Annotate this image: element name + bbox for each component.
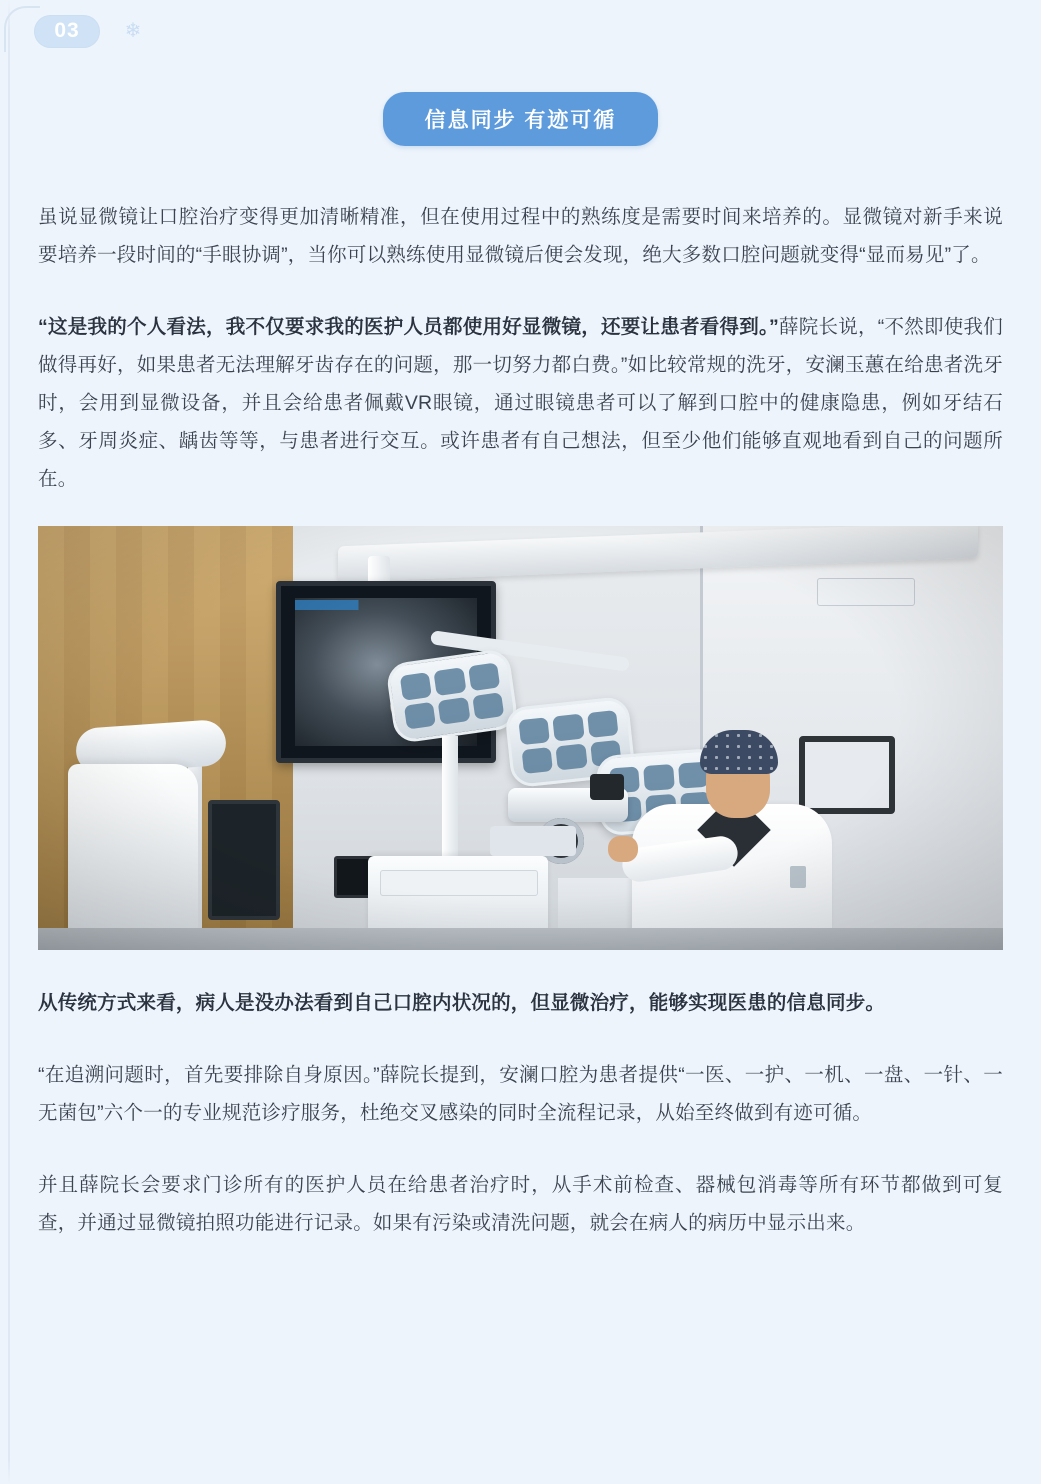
page-left-rule [8, 0, 10, 1484]
paragraph-5: 并且薛院长会要求门诊所有的医护人员在给患者治疗时，从手术前检查、器械包消毒等所有环节都做到可复查，并通过显微镜拍照功能进行记录。如果有污染或清洗问题，就会在病人的病历中显示出来。 [38, 1174, 1003, 1235]
photo-instrument-tray [380, 870, 538, 896]
photo-instrument-set [490, 826, 576, 856]
paragraph-2-lead: “这是我的个人看法，我不仅要求我的医护人员都使用好显微镜，还要让患者看得到。” [38, 316, 779, 339]
paragraph-1: 虽说显微镜让口腔治疗变得更加清晰精准，但在使用过程中的熟练度是需要时间来培养的。显微镜对新手来说要培养一段时间的“手眼协调”，当你可以熟练使用显微镜后便会发现，绝大多数口腔问题就变得“显而易见”了。 [38, 206, 1003, 267]
photo-lamp-cells-1 [400, 663, 505, 730]
photo-doctor [622, 716, 842, 950]
section-number-badge: 03 [34, 15, 100, 48]
flower-icon: ❄ [124, 20, 142, 42]
article-body [0, 198, 1041, 1242]
photo-doctor-badge [790, 866, 806, 888]
paragraph-2 [38, 308, 1003, 498]
clinic-photo-illustration [38, 526, 1003, 950]
paragraph-2-rest: 薛院长说，“不然即使我们做得再好，如果患者无法理解牙齿存在的问题，那一切努力都白费。”如比较常规的洗牙，安澜玉蕙在给患者洗牙时，会用到显微设备，并且会给患者佩戴VR眼镜，通过眼镜患者可以了解到口腔中的健康隐患，例如牙结石多、牙周炎症、龋齿等等，与患者进行交互。或许患者有自己想法，但至少他们能够直观地看到自己的问题所在。 [38, 316, 1003, 491]
photo-door-sign [817, 578, 915, 606]
photo-side-screen [208, 800, 280, 920]
section-title-container [0, 92, 1041, 146]
section-header [0, 0, 1041, 62]
paragraph-3: 从传统方式来看，病人是没办法看到自己口腔内状况的，但显微治疗，能够实现医患的信息同步。 [38, 992, 886, 1015]
clinic-photo [38, 526, 1003, 950]
photo-microscope-camera [590, 774, 624, 800]
paragraph-4: “在追溯问题时，首先要排除自身原因。”薛院长提到，安澜口腔为患者提供“一医、一护、一机、一盘、一针、一无菌包”六个一的专业规范诊疗服务，杜绝交叉感染的同时全流程记录，从始至终做到有迹可循。 [38, 1064, 1003, 1125]
section-title: 信息同步 有迹可循 [383, 92, 659, 146]
photo-doctor-hand [608, 836, 638, 862]
photo-monitor-ui-bar [295, 600, 477, 610]
photo-doctor-surgical-cap [700, 730, 778, 774]
photo-left-dental-unit [68, 764, 198, 950]
photo-floor [38, 928, 1003, 950]
